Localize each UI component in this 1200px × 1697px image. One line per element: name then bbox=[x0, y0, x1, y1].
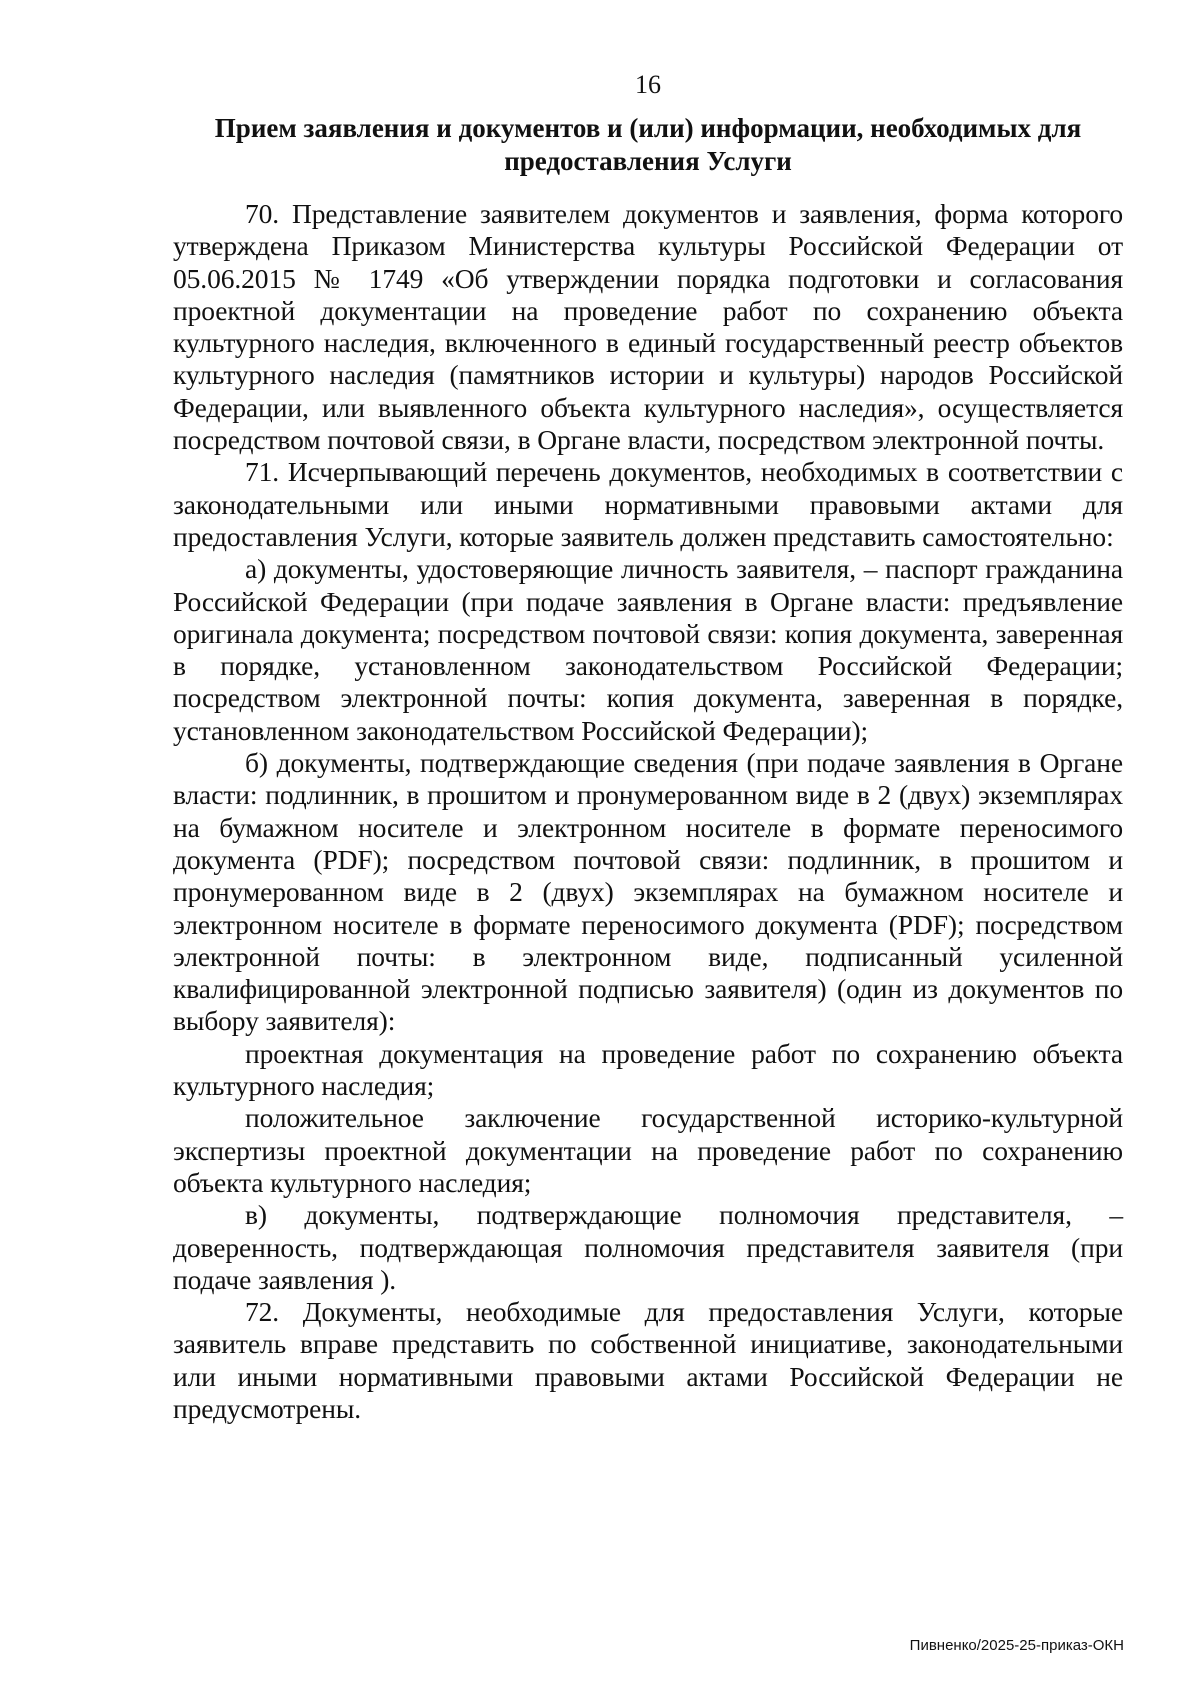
paragraph-71: 71. Исчерпывающий перечень документов, необходимых в соответствии с законодательными или иными нормативными правовыми актами для предоставления Услуги, которые заявитель должен представить самостоятельно: bbox=[173, 456, 1123, 552]
paragraph-71-b: б) документы, подтверждающие сведения (при подаче заявления в Органе власти: подлинник, в прошитом и пронумерованном виде в 2 (двух) экземплярах на бумажном носителе и электронном носителе в формате переносимого документа (PDF); посредством почтовой связи: подлинник, в прошитом и пронумерованном виде в 2 (двух) экземплярах на бумажном носителе и электронном носителе в формате переносимого документа (PDF); посредством электронной почты: в электронном виде, подписанный усиленной квалифицированной электронной подписью заявителя) (один из документов по выбору заявителя): bbox=[173, 747, 1123, 1037]
document-footer-reference: Пивненко/2025-25-приказ-ОКН bbox=[909, 1637, 1124, 1654]
paragraph-71-b-item-1: проектная документация на проведение работ по сохранению объекта культурного наследия; bbox=[173, 1037, 1123, 1102]
paragraph-71-b-item-2: положительное заключение государственной историко-культурной экспертизы проектной документации на проведение работ по сохранению объекта культурного наследия; bbox=[173, 1102, 1123, 1198]
paragraph-70: 70. Представление заявителем документов и заявления, форма которого утверждена Приказом Министерства культуры Российской Федерации от 05.06.2015 № 1749 «Об утверждении порядка подготовки и согласования проектной документации на проведение работ по сохранению объекта культурного наследия, включенного в единый государственный реестр объектов культурного наследия (памятников истории и культуры) народов Российской Федерации, или выявленного объекта культурного наследия», осуществляется посредством почтовой связи, в Органе власти, посредством электронной почты. bbox=[173, 198, 1123, 456]
paragraph-71-a: а) документы, удостоверяющие личность заявителя, – паспорт гражданина Российской Федерации (при подаче заявления в Органе власти: предъявление оригинала документа; посредством почтовой связи: копия документа, заверенная в порядке, установленном законодательством Российской Федерации; посредством электронной почты: копия документа, заверенная в порядке, установленном законодательством Российской Федерации); bbox=[173, 553, 1123, 746]
paragraph-71-v: в) документы, подтверждающие полномочия представителя, – доверенность, подтверждающая полномочия представителя заявителя (при подаче заявления ). bbox=[173, 1199, 1123, 1295]
document-page bbox=[173, 70, 1123, 1425]
section-heading: Прием заявления и документов и (или) информации, необходимых для предоставления Услуги bbox=[214, 113, 1082, 176]
page-number: 16 bbox=[635, 70, 661, 99]
paragraph-72: 72. Документы, необходимые для предоставления Услуги, которые заявитель вправе представить по собственной инициативе, законодательными или иными нормативными правовыми актами Российской Федерации не предусмотрены. bbox=[173, 1296, 1123, 1424]
